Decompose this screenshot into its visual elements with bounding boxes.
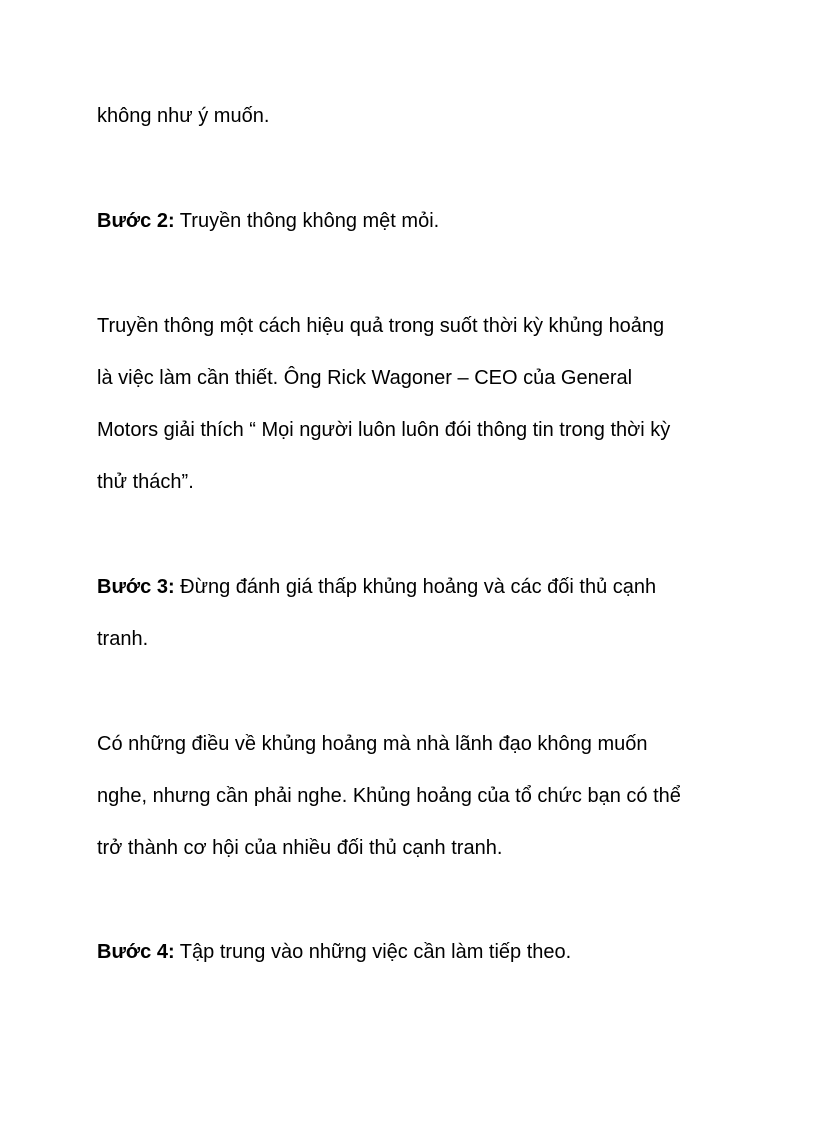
paragraph-text: nghe, nhưng cần phải nghe. Khủng hoảng của tổ chức bạn có thể (97, 785, 681, 807)
paragraph-text: Motors giải thích “ Mọi người luôn luôn đói thông tin trong thời kỳ (97, 419, 671, 441)
paragraph-text: trở thành cơ hội của nhiều đối thủ cạnh tranh. (97, 837, 503, 859)
step-3-label: Bước 3: (97, 576, 175, 598)
step-4-title: Tập trung vào những việc cần làm tiếp theo. (174, 941, 572, 963)
step-2-label: Bước 2: (97, 210, 175, 232)
paragraph-continuation (97, 104, 269, 128)
step-3-heading (97, 575, 656, 599)
paragraph-3-line-2 (97, 784, 681, 808)
paragraph-text: Có những điều về khủng hoảng mà nhà lãnh đạo không muốn (97, 733, 648, 755)
step-4-heading (97, 940, 571, 964)
paragraph-text: là việc làm cần thiết. Ông Rick Wagoner – CEO của General (97, 367, 633, 389)
step-3-title-continued: tranh. (97, 628, 149, 650)
step-2-heading (97, 209, 439, 233)
step-2-title: Truyền thông không mệt mỏi. (174, 210, 440, 232)
paragraph-text: không như ý muốn. (97, 105, 270, 127)
paragraph-text: Truyền thông một cách hiệu quả trong suốt thời kỳ khủng hoảng (97, 315, 665, 337)
paragraph-2-line-2 (97, 366, 632, 390)
step-3-title: Đừng đánh giá thấp khủng hoảng và các đối thủ cạnh (174, 576, 657, 598)
paragraph-3-line-3 (97, 836, 502, 860)
paragraph-2-line-1 (97, 314, 664, 338)
paragraph-2-line-3 (97, 418, 670, 442)
step-3-heading-line-2 (97, 627, 148, 651)
paragraph-2-line-4 (97, 470, 194, 494)
paragraph-3-line-1 (97, 732, 647, 756)
step-4-label: Bước 4: (97, 941, 175, 963)
paragraph-text: thử thách”. (97, 471, 194, 493)
